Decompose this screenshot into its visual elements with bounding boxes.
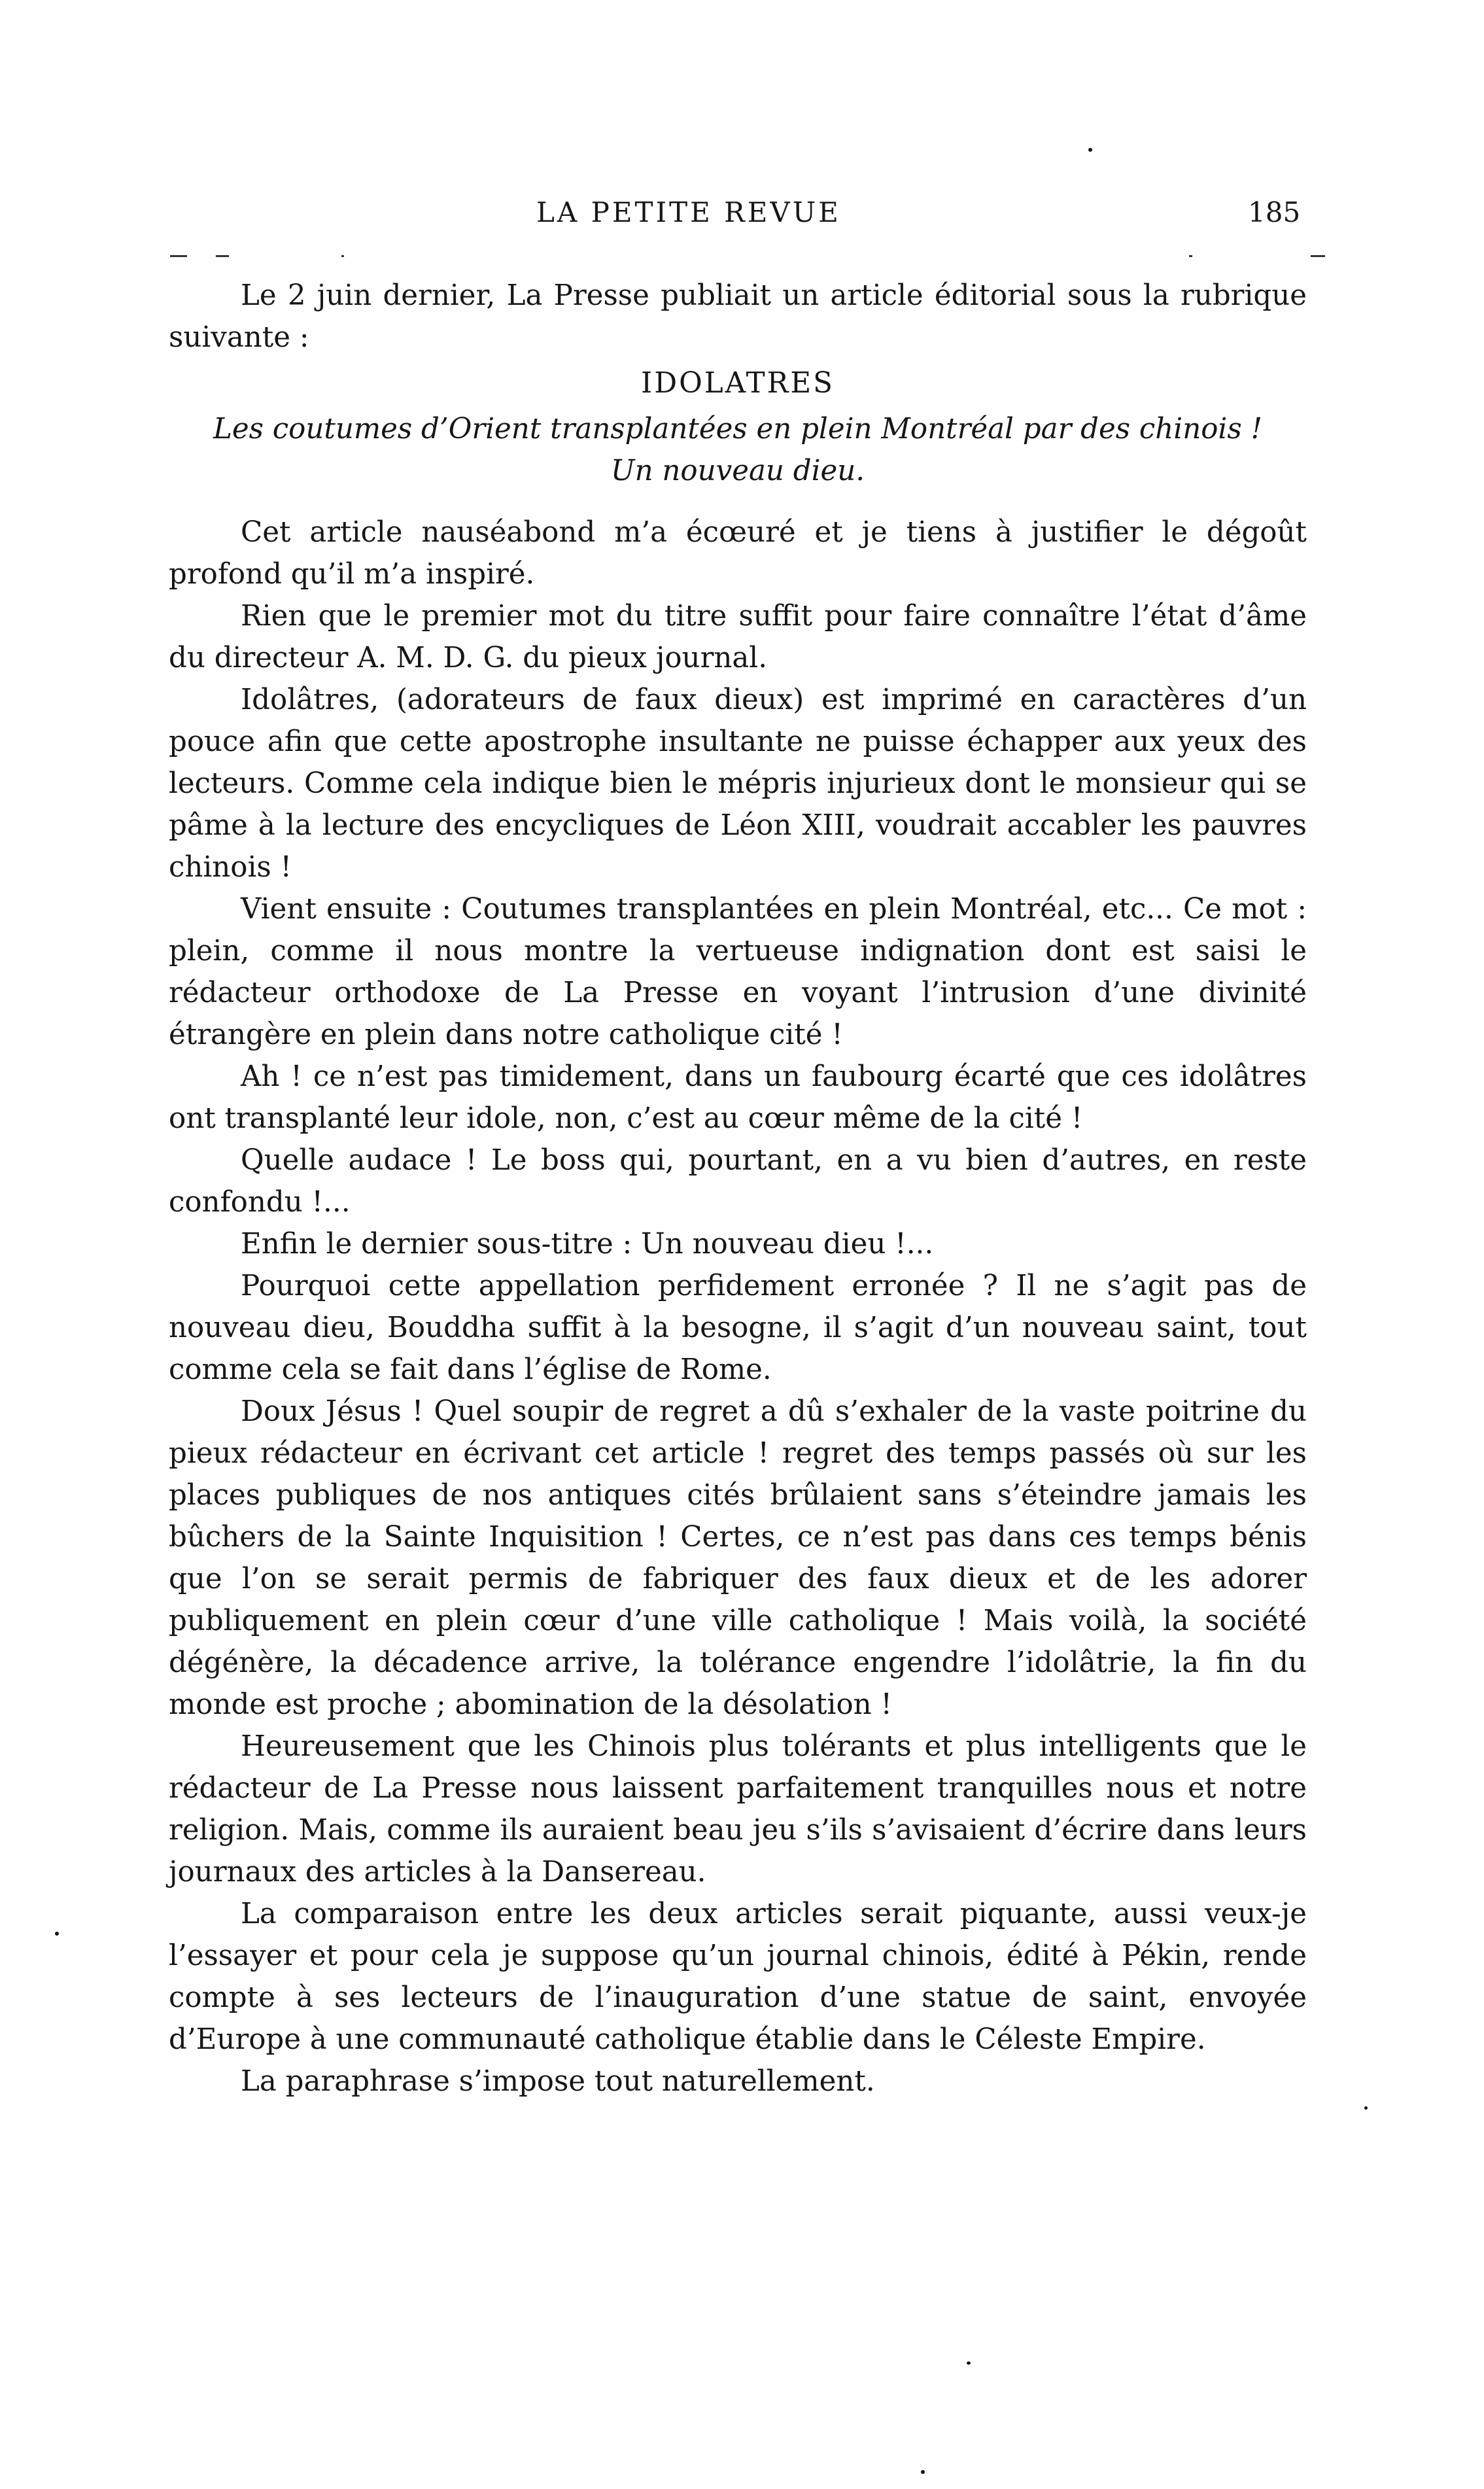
page-number: 185 <box>1248 196 1301 228</box>
paragraph-8: Pourquoi cette appellation perfidement erronée ? Il ne s’agit pas de nouveau dieu, Bouddha suffit à la besogne, il s’agit d’un nouveau saint, tout comme cela se fait dans l’église de Rome. <box>169 1270 1307 1386</box>
paragraph-11: La comparaison entre les deux articles serait piquante, aussi veux-je l’essayer et pour cela je suppose qu’un journal chinois, édité à Pékin, rende compte à ses lecteurs de l’inauguration d’une statue de saint, envoyée d’Europe à une communauté catholique établie dans le Céleste Empire. <box>169 1898 1307 2056</box>
paragraph-9: Doux Jésus ! Quel soupir de regret a dû s’exhaler de la vaste poitrine du pieux rédacteur en écrivant cet article ! regret des temps passés où sur les places publiques de nos antiques cités brûlaient sans s’éteindre jamais les bûchers de la Sainte Inquisition ! Certes, ce n’est pas dans ces temps bénis que l’on se serait permis de fabriquer des faux dieux et de les adorer publiquement en plein cœur d’une ville catholique ! Mais voilà, la société dégénère, la décadence arrive, la tolérance engendre l’idolâtrie, la fin du monde est proche ; abomination de la désolation ! <box>169 1395 1307 1721</box>
paragraph-10: Heureusement que les Chinois plus tolérants et plus intelligents que le rédacteur de La Presse nous laissent parfaitement tranquilles nous et notre religion. Mais, comme ils auraient beau jeu s’ils s’avisaient d’écrire dans leurs journaux des articles à la Dansereau. <box>169 1730 1307 1889</box>
paragraph-1: Cet article nauséabond m’a écœuré et je tiens à justifier le dégoût profond qu’il m’a inspiré. <box>169 516 1307 591</box>
paragraph-2: Rien que le premier mot du titre suffit pour faire connaître l’état d’âme du directeur A. M. D. G. du pieux journal. <box>169 600 1307 674</box>
paragraph-4: Vient ensuite : Coutumes transplantées en plein Montréal, etc... Ce mot : plein, comme il nous montre la vertueuse indignation dont est saisi le rédacteur orthodoxe de La Presse en voyant l’intrusion d’une divinité étrangère en plein dans notre catholique cité ! <box>169 893 1307 1051</box>
paragraph-6: Quelle audace ! Le boss qui, pourtant, en a vu bien d’autres, en reste confondu !... <box>169 1144 1307 1219</box>
speck-bottom <box>967 2361 971 2365</box>
subtitle-line-1: Les coutumes d’Orient transplantées en plein Montréal par des chinois ! <box>213 413 1262 445</box>
paragraph-12: La paraphrase s’impose tout naturellement. <box>241 2065 875 2098</box>
speck-footer <box>921 2470 925 2474</box>
intro-paragraph: Le 2 juin dernier, La Presse publiait un article éditorial sous la rubrique suivante : <box>169 279 1307 354</box>
article-heading: IDOLATRES <box>641 367 835 400</box>
paragraph-7: Enfin le dernier sous-titre : Un nouveau dieu !... <box>241 1228 934 1261</box>
article-subtitle <box>169 408 1307 492</box>
running-title: LA PETITE REVUE <box>536 196 841 228</box>
subtitle-line-2: Un nouveau dieu. <box>610 455 865 487</box>
paragraph-5: Ah ! ce n’est pas timidement, dans un faubourg écarté que ces idolâtres ont transplanté leur idole, non, c’est au cœur même de la cité ! <box>169 1060 1307 1135</box>
paragraph-3: Idolâtres, (adorateurs de faux dieux) est imprimé en caractères d’un pouce afin que cette apostrophe insultante ne puisse échapper aux yeux des lecteurs. Comme cela indique bien le mépris injurieux dont le monsieur qui se pâme à la lecture des encycliques de Léon XIII, voudrait accabler les pauvres chinois ! <box>169 684 1307 884</box>
speck-left-margin <box>55 1932 59 1936</box>
running-header <box>0 196 1484 242</box>
speck-top <box>1088 148 1092 152</box>
header-rule-marks <box>170 255 1321 260</box>
article-body <box>169 275 1307 2102</box>
speck-right-margin <box>1364 2106 1368 2110</box>
